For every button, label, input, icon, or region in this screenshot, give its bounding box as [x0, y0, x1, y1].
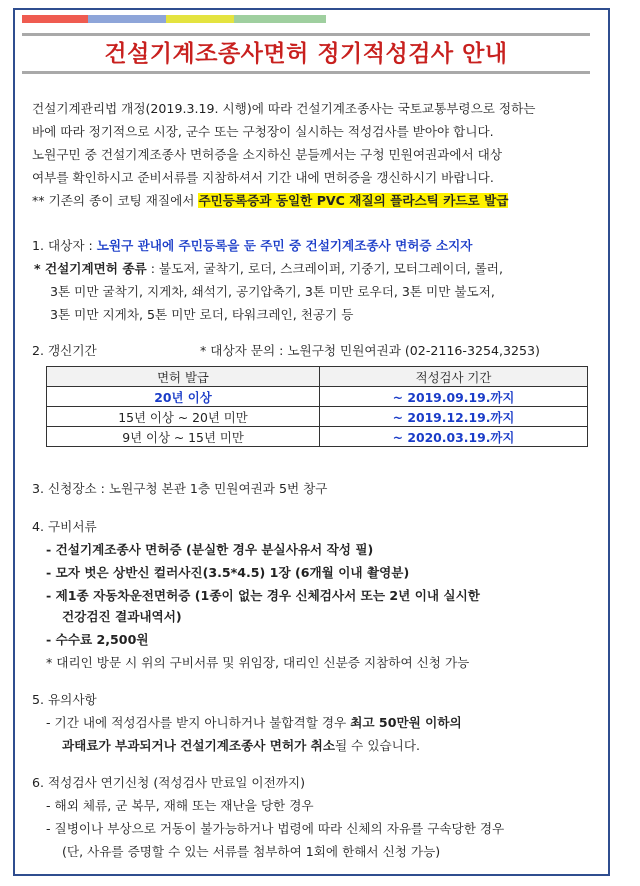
section3-text: 3. 신청장소 : 노원구청 본관 1층 민원여권과 5번 창구 — [32, 481, 328, 496]
stripe-white — [326, 15, 590, 23]
section1-types-line-3: 3톤 미만 지게차, 5톤 미만 로더, 타워크레인, 천공기 등 — [50, 307, 354, 322]
table-header-issue: 면허 발급 — [47, 367, 320, 387]
table-cell-issue: 9년 이상 ~ 15년 미만 — [47, 427, 320, 447]
section6-item-3: (단, 사유를 증명할 수 있는 서류를 첨부하여 1회에 한해서 신청 가능) — [62, 844, 441, 859]
title-rule — [22, 71, 590, 74]
intro-note — [32, 193, 508, 209]
section6-item-2: - 질병이나 부상으로 거동이 불가능하거나 법령에 따라 신체의 자유를 구속당한 경우 — [46, 821, 505, 836]
section4-item-4: - 수수료 2,500원 — [46, 632, 149, 647]
intro-line-4: 여부를 확인하시고 준비서류를 지참하셔서 기간 내에 면허증을 갱신하시기 바랍니다. — [32, 170, 494, 185]
section5-line-1-bold: 최고 50만원 이하의 — [350, 715, 462, 730]
table-row — [47, 427, 588, 447]
table-header-row — [47, 367, 588, 387]
section1-target: 노원구 관내에 주민등록을 둔 주민 중 건설기계조종사 면허증 소지자 — [96, 238, 473, 253]
section2-heading: 2. 갱신기간 — [32, 343, 97, 358]
section1-heading — [32, 238, 472, 254]
section1-types-text: : 불도저, 굴착기, 로더, 스크레이퍼, 기중기, 모터그레이더, 롤러, — [146, 261, 503, 276]
section4-heading: 4. 구비서류 — [32, 519, 97, 534]
stripe-blue — [88, 15, 166, 23]
table-cell-period: ~ 2019.12.19.까지 — [320, 407, 588, 427]
section5-line-1 — [46, 715, 462, 731]
section1-types-line-2: 3톤 미만 굴착기, 지게차, 쇄석기, 공기압축기, 3톤 미만 로우더, 3톤 미만 불도저, — [50, 284, 495, 299]
intro-note-prefix: ** 기존의 종이 코팅 재질에서 — [32, 193, 199, 208]
table-cell-issue: 15년 이상 ~ 20년 미만 — [47, 407, 320, 427]
table-row — [47, 387, 588, 407]
stripe-green — [234, 15, 326, 23]
color-stripes — [22, 15, 590, 23]
section6-heading: 6. 적성검사 연기신청 (적성검사 만료일 이전까지) — [32, 775, 306, 790]
section6-item-1: - 해외 체류, 군 복무, 재해 또는 재난을 당한 경우 — [46, 798, 314, 813]
section5-heading: 5. 유의사항 — [32, 692, 97, 707]
table-row — [47, 407, 588, 427]
intro-line-3: 노원구민 중 건설기계조종사 면허증을 소지하신 분들께서는 구청 민원여권과에서 대상 — [32, 147, 502, 162]
section1-types-line-1 — [34, 261, 503, 277]
section1-label: 1. 대상자 : — [32, 238, 97, 253]
intro-line-2: 바에 따라 정기적으로 시장, 군수 또는 구청장이 실시하는 적성검사를 받아야 합니다. — [32, 124, 494, 139]
stripe-red — [22, 15, 88, 23]
section4-item-1: - 건설기계조종사 면허증 (분실한 경우 분실사유서 작성 필) — [46, 542, 374, 557]
section4-item-3-cont: 건강검진 결과내역서) — [62, 609, 182, 624]
section4-item-3: - 제1종 자동차운전면허증 (1종이 없는 경우 신체검사서 또는 2년 이내 실시한 — [46, 588, 480, 603]
intro-note-highlight: 주민등록증과 동일한 PVC 재질의 플라스틱 카드로 발급 — [198, 193, 509, 208]
renewal-table — [46, 366, 588, 447]
section5-line-1-prefix: - 기간 내에 적성검사를 받지 아니하거나 불합격할 경우 — [46, 715, 351, 730]
table-header-period: 적성검사 기간 — [320, 367, 588, 387]
section2-inquiry: * 대상자 문의 : 노원구청 민원여권과 (02-2116-3254,3253) — [200, 343, 540, 358]
section1-types-label: * 건설기계면허 종류 — [34, 261, 147, 276]
section4-item-2: - 모자 벗은 상반신 컬러사진(3.5*4.5) 1장 (6개월 이내 촬영분) — [46, 565, 410, 580]
intro-line-1: 건설기계관리법 개정(2019.3.19. 시행)에 따라 건설기계조종사는 국토교통부령으로 정하는 — [32, 101, 536, 116]
section5-line-2-suffix: 될 수 있습니다. — [335, 738, 421, 753]
section4-proxy-note: * 대리인 방문 시 위의 구비서류 및 위임장, 대리인 신분증 지참하여 신청 가능 — [46, 655, 470, 670]
section5-line-2 — [62, 738, 420, 754]
table-cell-period: ~ 2020.03.19.까지 — [320, 427, 588, 447]
table-cell-period: ~ 2019.09.19.까지 — [320, 387, 588, 407]
table-cell-issue: 20년 이상 — [47, 387, 320, 407]
section5-line-2-bold: 과태료가 부과되거나 건설기계조종사 면허가 취소 — [62, 738, 336, 753]
page-title: 건설기계조종사면허 정기적성검사 안내 — [104, 41, 508, 67]
stripe-yellow — [166, 15, 234, 23]
